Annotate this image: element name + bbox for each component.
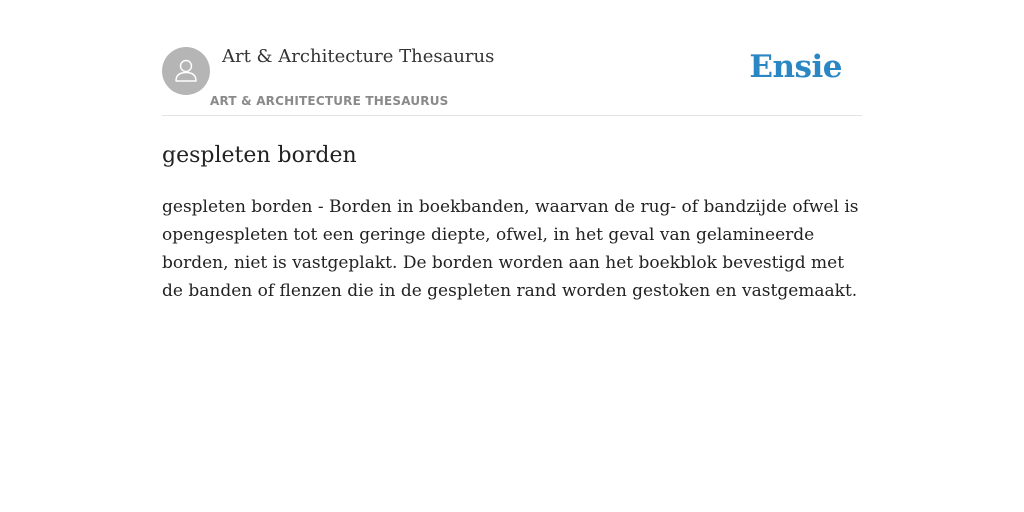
user-icon (171, 56, 201, 86)
ensie-logo[interactable]: Ensie (749, 49, 842, 85)
entry-card (162, 40, 862, 305)
entry-header (162, 40, 862, 116)
author-avatar[interactable] (162, 47, 210, 95)
term-title: gespleten borden (162, 143, 357, 168)
source-label[interactable]: ART & ARCHITECTURE THESAURUS (210, 94, 449, 108)
definition-text: gespleten borden - Borden in boekbanden, waarvan de rug- of bandzijde ofwel is opengespleten tot een geringe diepte, ofwel, in het geval van gelamineerde borden, niet is vastgeplakt. De borden worden aan het boekblok bevestigd met de banden of flenzen die in de gespleten rand worden gestoken en vastgemaakt. (162, 197, 859, 301)
author-name[interactable]: Art & Architecture Thesaurus (222, 46, 495, 67)
